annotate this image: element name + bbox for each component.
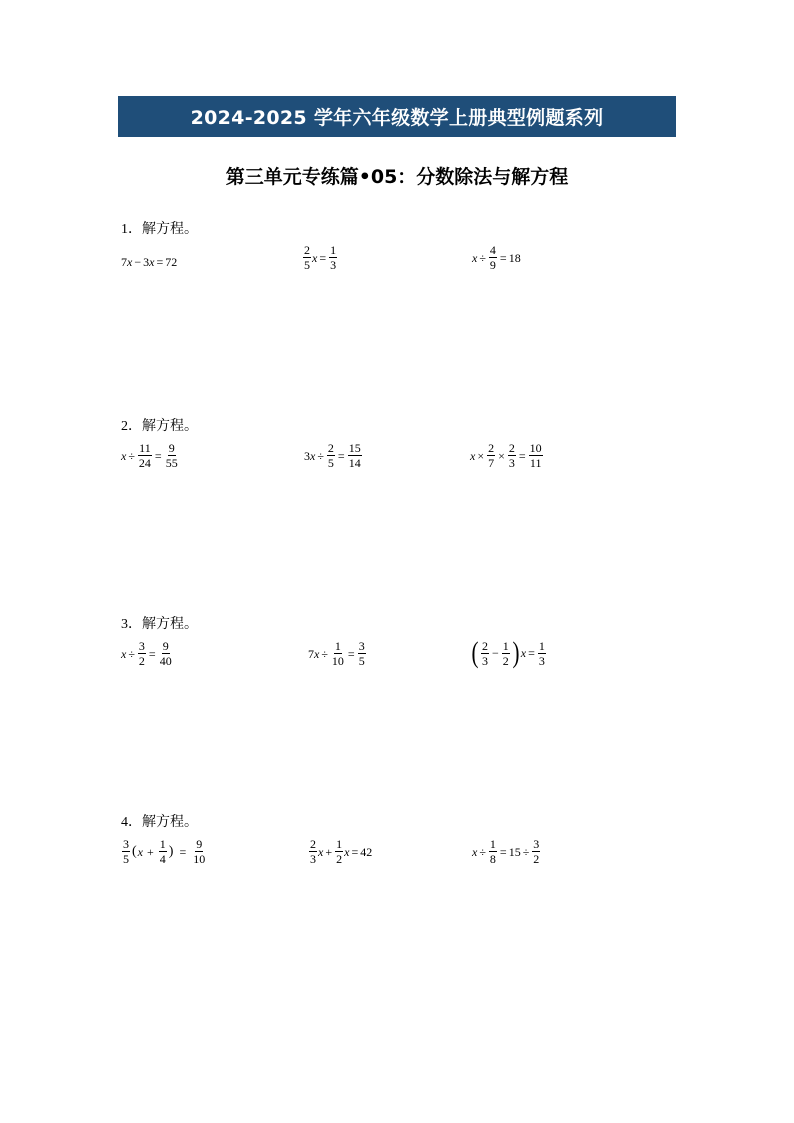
- question-number: 3．: [121, 617, 142, 632]
- equation-2c: x × $\frac{2}{7}$ × $\frac{2}{3}$ = $\frac{10}{11}$: [470, 441, 542, 470]
- title-banner: [118, 96, 676, 137]
- fraction: $\frac{1}{2}$: [502, 638, 509, 668]
- equation-2b: 3 x ÷ $\frac{2}{5}$ = $\frac{15}{14}$: [304, 441, 361, 470]
- equation-4b: $\frac{2}{3}$ x + $\frac{1}{2}$ x = 42: [310, 837, 373, 866]
- fraction: $\frac{15}{14}$: [348, 441, 361, 470]
- fraction: $\frac{1}{3}$: [330, 243, 337, 272]
- fraction: $\frac{2}{5}$: [327, 441, 334, 470]
- fraction: $\frac{11}{24}$: [138, 441, 151, 470]
- question-label: 解方程。: [142, 418, 198, 434]
- equation-4a: $\frac{3}{5}$ ( x + $\frac{1}{4}$ ) = $\frac{9}{10}$: [123, 837, 206, 866]
- question-label: 解方程。: [142, 221, 198, 237]
- question-number: 1．: [121, 222, 142, 237]
- fraction: $\frac{2}{3}$: [310, 837, 316, 866]
- fraction: $\frac{3}{2}$: [533, 837, 540, 866]
- fraction: $\frac{9}{10}$: [193, 837, 206, 866]
- page-subtitle: 第三单元专练篇•05：分数除法与解方程: [225, 166, 569, 188]
- equation-1a: 7 x − 3 x = 72: [121, 255, 178, 269]
- question-3-heading: [121, 613, 198, 633]
- question-1-heading: [121, 218, 198, 238]
- equation-1b: $\frac{2}{5}$ x = $\frac{1}{3}$: [304, 243, 337, 272]
- fraction: $\frac{4}{9}$: [489, 243, 496, 272]
- equation-2a: x ÷ $\frac{11}{24}$ = $\frac{9}{55}$: [121, 441, 178, 470]
- fraction: $\frac{2}{7}$: [488, 441, 495, 470]
- equation-3c: ( $\frac{2}{3}$ − $\frac{1}{2}$ ) x = $\frac{1}{3}$: [471, 636, 545, 669]
- banner-title: 2024-2025 学年六年级数学上册典型例题系列: [190, 107, 604, 129]
- question-label: 解方程。: [142, 616, 198, 632]
- fraction: $\frac{3}{5}$: [123, 837, 129, 866]
- question-label: 解方程。: [142, 814, 198, 830]
- fraction: $\frac{10}{11}$: [529, 441, 542, 470]
- fraction: $\frac{1}{10}$: [331, 639, 344, 668]
- fraction: $\frac{9}{55}$: [165, 441, 178, 470]
- question-number: 4．: [121, 815, 142, 830]
- fraction: $\frac{1}{4}$: [159, 837, 166, 866]
- fraction: $\frac{3}{5}$: [358, 639, 365, 668]
- fraction: $\frac{2}{5}$: [304, 243, 310, 272]
- equation-4c: x ÷ $\frac{1}{8}$ = 15 ÷ $\frac{3}{2}$: [472, 837, 540, 866]
- question-number: 2．: [121, 419, 142, 434]
- fraction: $\frac{1}{8}$: [489, 837, 496, 866]
- equation-1c: x ÷ $\frac{4}{9}$ = 18: [472, 243, 521, 272]
- question-4-heading: [121, 811, 198, 831]
- fraction: $\frac{2}{3}$: [482, 638, 488, 668]
- question-2-heading: [121, 415, 198, 435]
- equation-3a: x ÷ $\frac{3}{2}$ = $\frac{9}{40}$: [121, 639, 172, 668]
- fraction: $\frac{1}{2}$: [336, 837, 343, 866]
- fraction: $\frac{3}{2}$: [138, 639, 145, 668]
- fraction: $\frac{9}{40}$: [159, 639, 172, 668]
- fraction: $\frac{2}{3}$: [508, 441, 515, 470]
- fraction: $\frac{1}{3}$: [538, 638, 545, 668]
- equation-3b: 7 x ÷ $\frac{1}{10}$ = $\frac{3}{5}$: [308, 639, 365, 668]
